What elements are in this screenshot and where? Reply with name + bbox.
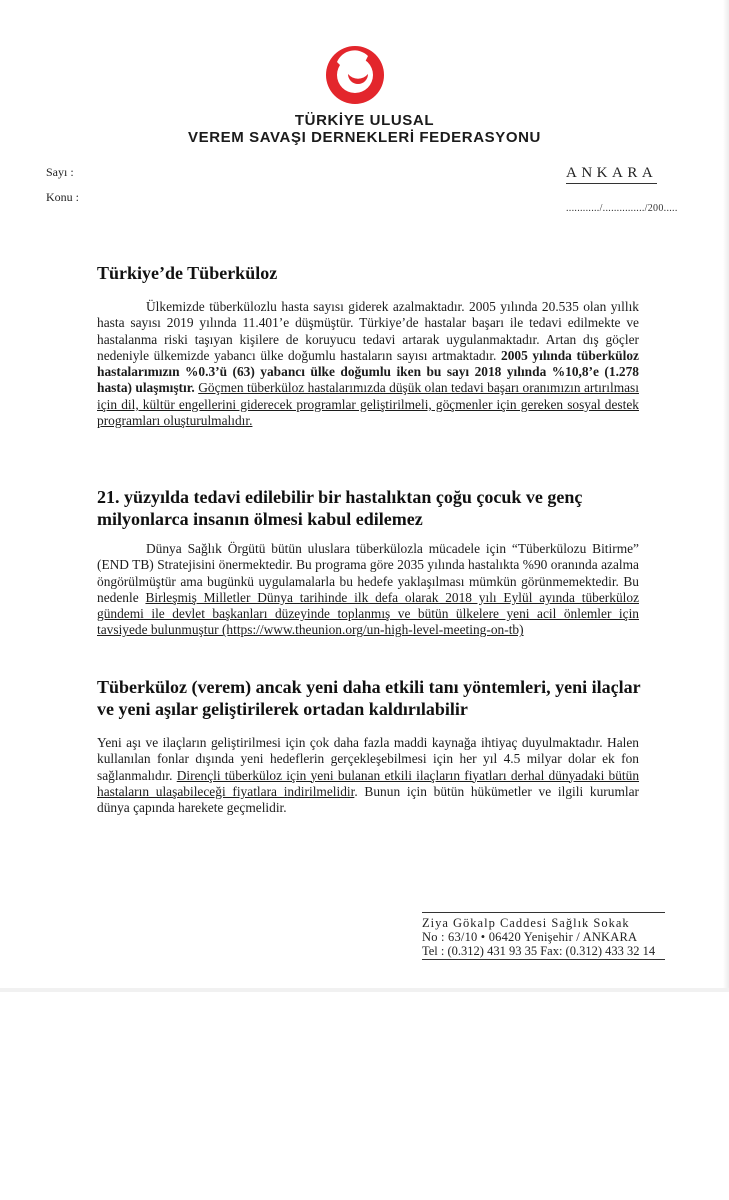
footer-address: No : 63/10 • 06420 Yenişehir / ANKARA <box>422 930 638 944</box>
section3-paragraph <box>97 735 639 816</box>
org-name-line1: TÜRKİYE ULUSAL <box>294 112 435 129</box>
section1-title: Türkiye’de Tüberküloz <box>97 263 278 283</box>
section2-paragraph <box>97 541 639 639</box>
section1-text: Ülkemizde tüberkülozlu hasta sayısı giderek azalmaktadır. 2005 yılında 20.535 olan yıllık hasta sayısı 2019 yılında 11.401’e düşmüştür. Türkiye’de hastalar başarı ile tedavi edilmekte ve hastalanma riski taşıyan kişilere de koruyucu tedavi artarak uygulanmaktadır. Artan dış göçler nedeniyle ülkemizde yabancı ülke doğumlu hastaların sayısı artmaktadır. <box>97 299 639 363</box>
section3-underlined-text: Dirençli tüberküloz için yeni bulanan etkili ilaçların fiyatları derhal dünyadaki bütün hastaların ulaşabileceği fiyatlara indirilmelidir <box>97 767 640 799</box>
crescent-logo-icon <box>324 44 386 106</box>
konu-label: Konu : <box>46 190 79 204</box>
city-name: ANKARA <box>566 165 657 184</box>
footer-phone-fax: Tel : (0.312) 431 93 35 Fax: (0.312) 433 32 14 <box>422 944 665 960</box>
date-line: ............/.............../200..... <box>566 203 678 214</box>
section1-paragraph <box>97 299 639 429</box>
section3-text-end: . Bunun için bütün hükümetler ve ilgili kurumlar dünya çapında harekete geçmelidir. <box>97 783 639 816</box>
section2-title: 21. yüzyılda tedavi edilebilir bir hastalıktan çoğu çocuk ve genç milyonlarca insanın ölmesi kabul edilemez <box>97 487 583 529</box>
sayi-label: Sayı : <box>46 165 74 179</box>
org-name-line2: VEREM SAVAŞI DERNEKLERİ FEDERASYONU <box>188 129 541 146</box>
section3-text: Yeni aşı ve ilaçların geliştirilmesi için çok daha fazla maddi kaynağa ihtiyaç duyulmaktadır. Halen kullanılan fonlar dışında yeni hedeflerin gerçekleşebilmesi için her yıl 4.5 milyar dolar ek fon sağlanmalıdır. <box>97 735 639 783</box>
page-bottom-edge <box>0 988 729 992</box>
address-footer <box>422 912 665 960</box>
footer-street: Ziya Gökalp Caddesi Sağlık Sokak <box>422 916 630 930</box>
page-edge-shadow <box>723 0 729 992</box>
section2-underlined-text: Birleşmiş Milletler Dünya tarihinde ilk defa olarak 2018 yılı Eylül ayında tüberküloz gündemi ile devlet başkanları düzeyinde toplanmış ve bütün ülkelere yeni acil önlemler için tavsiyede bulunmuştur (https://www.theunion.org/un-high-level-meeting-on-tb) <box>97 589 640 638</box>
section3-title: Tüberküloz (verem) ancak yeni daha etkili tanı yöntemleri, yeni ilaçlar ve yeni aşılar geliştirilerek ortadan kaldırılabilir <box>97 677 641 719</box>
section1-underlined-text: Göçmen tüberküloz hastalarımızda düşük olan tedavi başarı oranımızın artırılması için dil, kültür engellerini giderecek programlar geliştirilmeli, göçmenler için gereken sosyal destek programları oluşturulmalıdır. <box>97 380 639 429</box>
section1-bold-text: 2005 yılında tüberküloz hastalarımızın %0.3’ü (63) yabancı ülke doğumlu iken bu sayı 2018 yılında %10,8’e (1.278 hasta) ulaşmıştır. <box>97 347 639 396</box>
section2-text: Dünya Sağlık Örgütü bütün uluslara tüberkülozla mücadele için “Tüberkülozu Bitirme” (END TB) Stratejisini önermektedir. Bu programa göre 2035 yılında hastalıkta %90 oranında azalma öngörülmüştür ama bugünkü uygulamalarla bu hedefe yaklaşılması mümkün görünmemektedir. Bu nedenle <box>97 541 639 605</box>
